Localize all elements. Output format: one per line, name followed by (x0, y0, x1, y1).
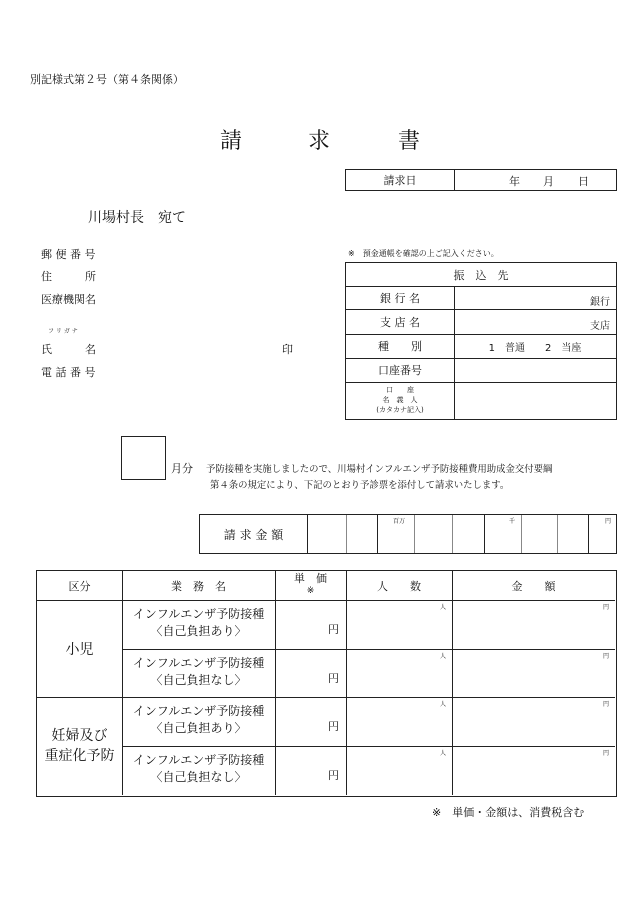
header-service: 業 務 名 (171, 579, 226, 593)
unit-thousand: 千 (509, 518, 516, 525)
category-pregnant-high-risk (37, 697, 122, 795)
header-count: 人 数 (377, 579, 421, 593)
phone-label: 電 話 番 号 (41, 366, 96, 379)
header-unit-price-note: ※ (306, 586, 315, 596)
bank-transfer-table (345, 262, 617, 420)
header-unit-price (275, 571, 346, 600)
account-type-options: 1 普通 2 当座 (488, 342, 582, 354)
category-children: 小児 (65, 641, 94, 658)
account-type-label: 種 別 (378, 340, 422, 353)
count-unit: 人 (440, 604, 447, 611)
bank-suffix: 銀行 (590, 297, 610, 308)
count-unit: 人 (440, 750, 447, 757)
amount-unit: 円 (603, 653, 610, 660)
amount-unit: 円 (603, 701, 610, 708)
bank-header: 振 込 先 (453, 268, 509, 282)
date-day-label: 日 (578, 175, 589, 188)
name-label: 氏 名 (41, 343, 96, 356)
unit-price-yen: 円 (328, 720, 339, 733)
header-amount: 金 額 (511, 579, 556, 593)
title-char-1: 請 (220, 129, 243, 154)
account-number-label: 口座番号 (378, 364, 422, 377)
amount-unit: 円 (603, 604, 610, 611)
account-holder-label-1: 口 座 (386, 386, 414, 394)
service-name: インフルエンザ予防接種 (132, 704, 265, 718)
bank-note: ※ 預金通帳を確認の上ご記入ください。 (348, 249, 499, 258)
title-char-3: 書 (398, 129, 421, 154)
service-table (36, 570, 617, 797)
unit-price-yen: 円 (328, 769, 339, 782)
title-char-2: 求 (308, 129, 331, 154)
date-label: 請求日 (383, 174, 417, 187)
account-holder-label (346, 382, 454, 419)
amount-unit: 円 (603, 750, 610, 757)
service-row (122, 746, 275, 795)
claim-amount-label: 請 求 金 額 (223, 527, 284, 542)
account-holder-label-2: 名 義 人 (382, 396, 418, 404)
addressee: 川場村長 宛て (88, 210, 186, 226)
category-high-risk-label: 重症化予防 (44, 748, 115, 764)
service-row (122, 697, 275, 746)
document-title (220, 124, 430, 156)
service-subtype: 〈自己負担なし〉 (150, 673, 247, 687)
statement-line-2: 第４条の規定により、下記のとおり予診票を添付して請求いたします。 (210, 480, 510, 491)
postal-code-label: 郵 便 番 号 (41, 248, 96, 261)
seal-label: 印 (282, 343, 293, 356)
service-subtype: 〈自己負担なし〉 (150, 770, 247, 784)
date-month-label: 月 (543, 175, 554, 188)
tax-footnote: ※ 単価・金額は、消費税含む (432, 806, 585, 819)
service-row (122, 600, 275, 649)
unit-price-yen: 円 (328, 623, 339, 636)
date-year-label: 年 (509, 175, 520, 188)
category-pregnant-label: 妊婦及び (51, 728, 108, 744)
unit-yen: 円 (605, 518, 612, 525)
statement-line-1: 予防接種を実施しましたので、川場村インフルエンザ予防接種費用助成金交付要綱 (206, 464, 553, 475)
service-subtype: 〈自己負担あり〉 (150, 721, 247, 735)
count-unit: 人 (440, 701, 447, 708)
unit-million: 百万 (393, 518, 406, 525)
address-label: 住 所 (41, 270, 96, 283)
service-name: インフルエンザ予防接種 (132, 753, 265, 767)
claim-amount-box (199, 514, 617, 554)
institution-label: 医療機関名 (41, 293, 96, 306)
count-unit: 人 (440, 653, 447, 660)
service-subtype: 〈自己負担あり〉 (150, 624, 247, 638)
form-reference: 別記様式第２号（第４条関係） (30, 73, 184, 86)
date-box (345, 169, 617, 191)
service-name: インフルエンザ予防接種 (132, 607, 265, 621)
service-name: インフルエンザ予防接種 (132, 656, 265, 670)
branch-label: 支 店 名 (380, 315, 420, 329)
header-unit-price-label: 単 価 (294, 572, 327, 585)
furigana-label: フ リ ガ ナ (48, 328, 78, 335)
account-holder-label-3: (カタカナ記入) (376, 406, 424, 414)
service-row (122, 649, 275, 697)
unit-price-yen: 円 (328, 672, 339, 685)
header-category: 区分 (68, 579, 91, 593)
month-input-box[interactable] (121, 436, 166, 480)
month-suffix: 月分 (171, 462, 193, 475)
bank-name-label: 銀 行 名 (380, 291, 420, 305)
branch-suffix: 支店 (590, 321, 610, 332)
